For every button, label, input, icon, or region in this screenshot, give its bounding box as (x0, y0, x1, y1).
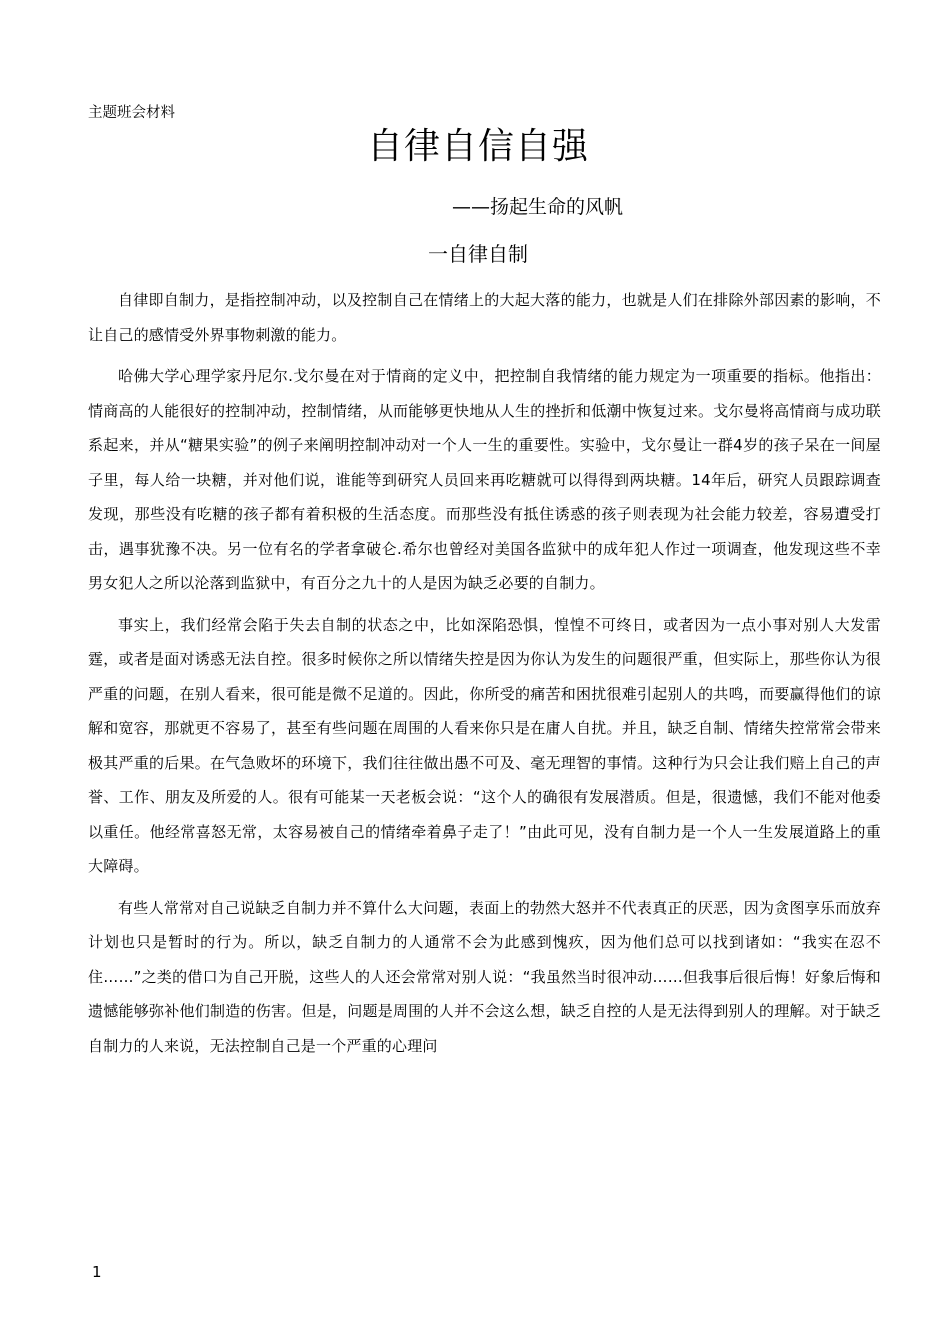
section-heading: 一自律自制 (428, 242, 528, 266)
paragraph: 事实上，我们经常会陷于失去自制的状态之中，比如深陷恐惧，惶惶不可终日，或者因为一点小事对别人大发雷霆，或者是面对诱惑无法自控。很多时候你之所以情绪失控是因为你认为发生的问题很严重，但实际上，那些你认为很严重的问题，在别人看来，很可能是微不足道的。因此，你所受的痛苦和困扰很难引起别人的共鸣，而要赢得他们的谅解和宽容，那就更不容易了，甚至有些问题在周围的人看来你只是在庸人自扰。并且，缺乏自制、情绪失控常常会带来极其严重的后果。在气急败坏的环境下，我们往往做出愚不可及、毫无理智的事情。这种行为只会让我们赔上自己的声誉、工作、朋友及所爱的人。很有可能某一天老板会说：“这个人的确很有发展潜质。但是，很遗憾，我们不能对他委以重任。他经常喜怒无常，太容易被自己的情绪牵着鼻子走了！”由此可见，没有自制力是一个人一生发展道路上的重大障碍。 (88, 615, 881, 875)
paragraph: 有些人常常对自己说缺乏自制力并不算什么大问题，表面上的勃然大怒并不代表真正的厌恶，因为贪图享乐而放弃计划也只是暂时的行为。所以，缺乏自制力的人通常不会为此感到愧疚，因为他们总可以找到诸如：“我实在忍不住……”之类的借口为自己开脱，这些人的人还会常常对别人说：“我虽然当时很冲动……但我事后很后悔！好象后悔和遗憾能够弥补他们制造的伤害。但是，问题是周围的人并不会这么想，缺乏自控的人是无法得到别人的理解。对于缺乏自制力的人来说，无法控制自己是一个严重的心理问 (88, 898, 881, 1055)
paragraph: 哈佛大学心理学家丹尼尔.戈尔曼在对于情商的定义中，把控制自我情绪的能力规定为一项重要的指标。他指出：情商高的人能很好的控制冲动，控制情绪，从而能够更快地从人生的挫折和低潮中恢复过来。戈尔曼将高情商与成功联系起来，并从“糖果实验”的例子来阐明控制冲动对一个人一生的重要性。实验中，戈尔曼让一群4岁的孩子呆在一间屋子里，每人给一块糖，并对他们说，谁能等到研究人员回来再吃糖就可以得得到两块糖。14年后，研究人员跟踪调查发现，那些没有吃糖的孩子都有着积极的生活态度。而那些没有抵住诱惑的孩子则表现为社会能力较差，容易遭受打击，遇事犹豫不决。另一位有名的学者拿破仑.希尔也曾经对美国各监狱中的成年犯人作过一项调查，他发现这些不幸男女犯人之所以沦落到监狱中，有百分之九十的人是因为缺乏必要的自制力。 (88, 367, 881, 592)
document-title: 自律自信自强 (366, 126, 589, 167)
document-subtitle: ——扬起生命的风帆 (452, 196, 624, 218)
paragraph: 自律即自制力，是指控制冲动，以及控制自己在情绪上的大起大落的能力，也就是人们在排除外部因素的影响，不让自己的感情受外界事物刺激的能力。 (88, 291, 881, 344)
page-number: 1 (92, 1263, 102, 1281)
body-text (88, 283, 881, 1063)
header-label: 主题班会材料 (88, 105, 175, 121)
